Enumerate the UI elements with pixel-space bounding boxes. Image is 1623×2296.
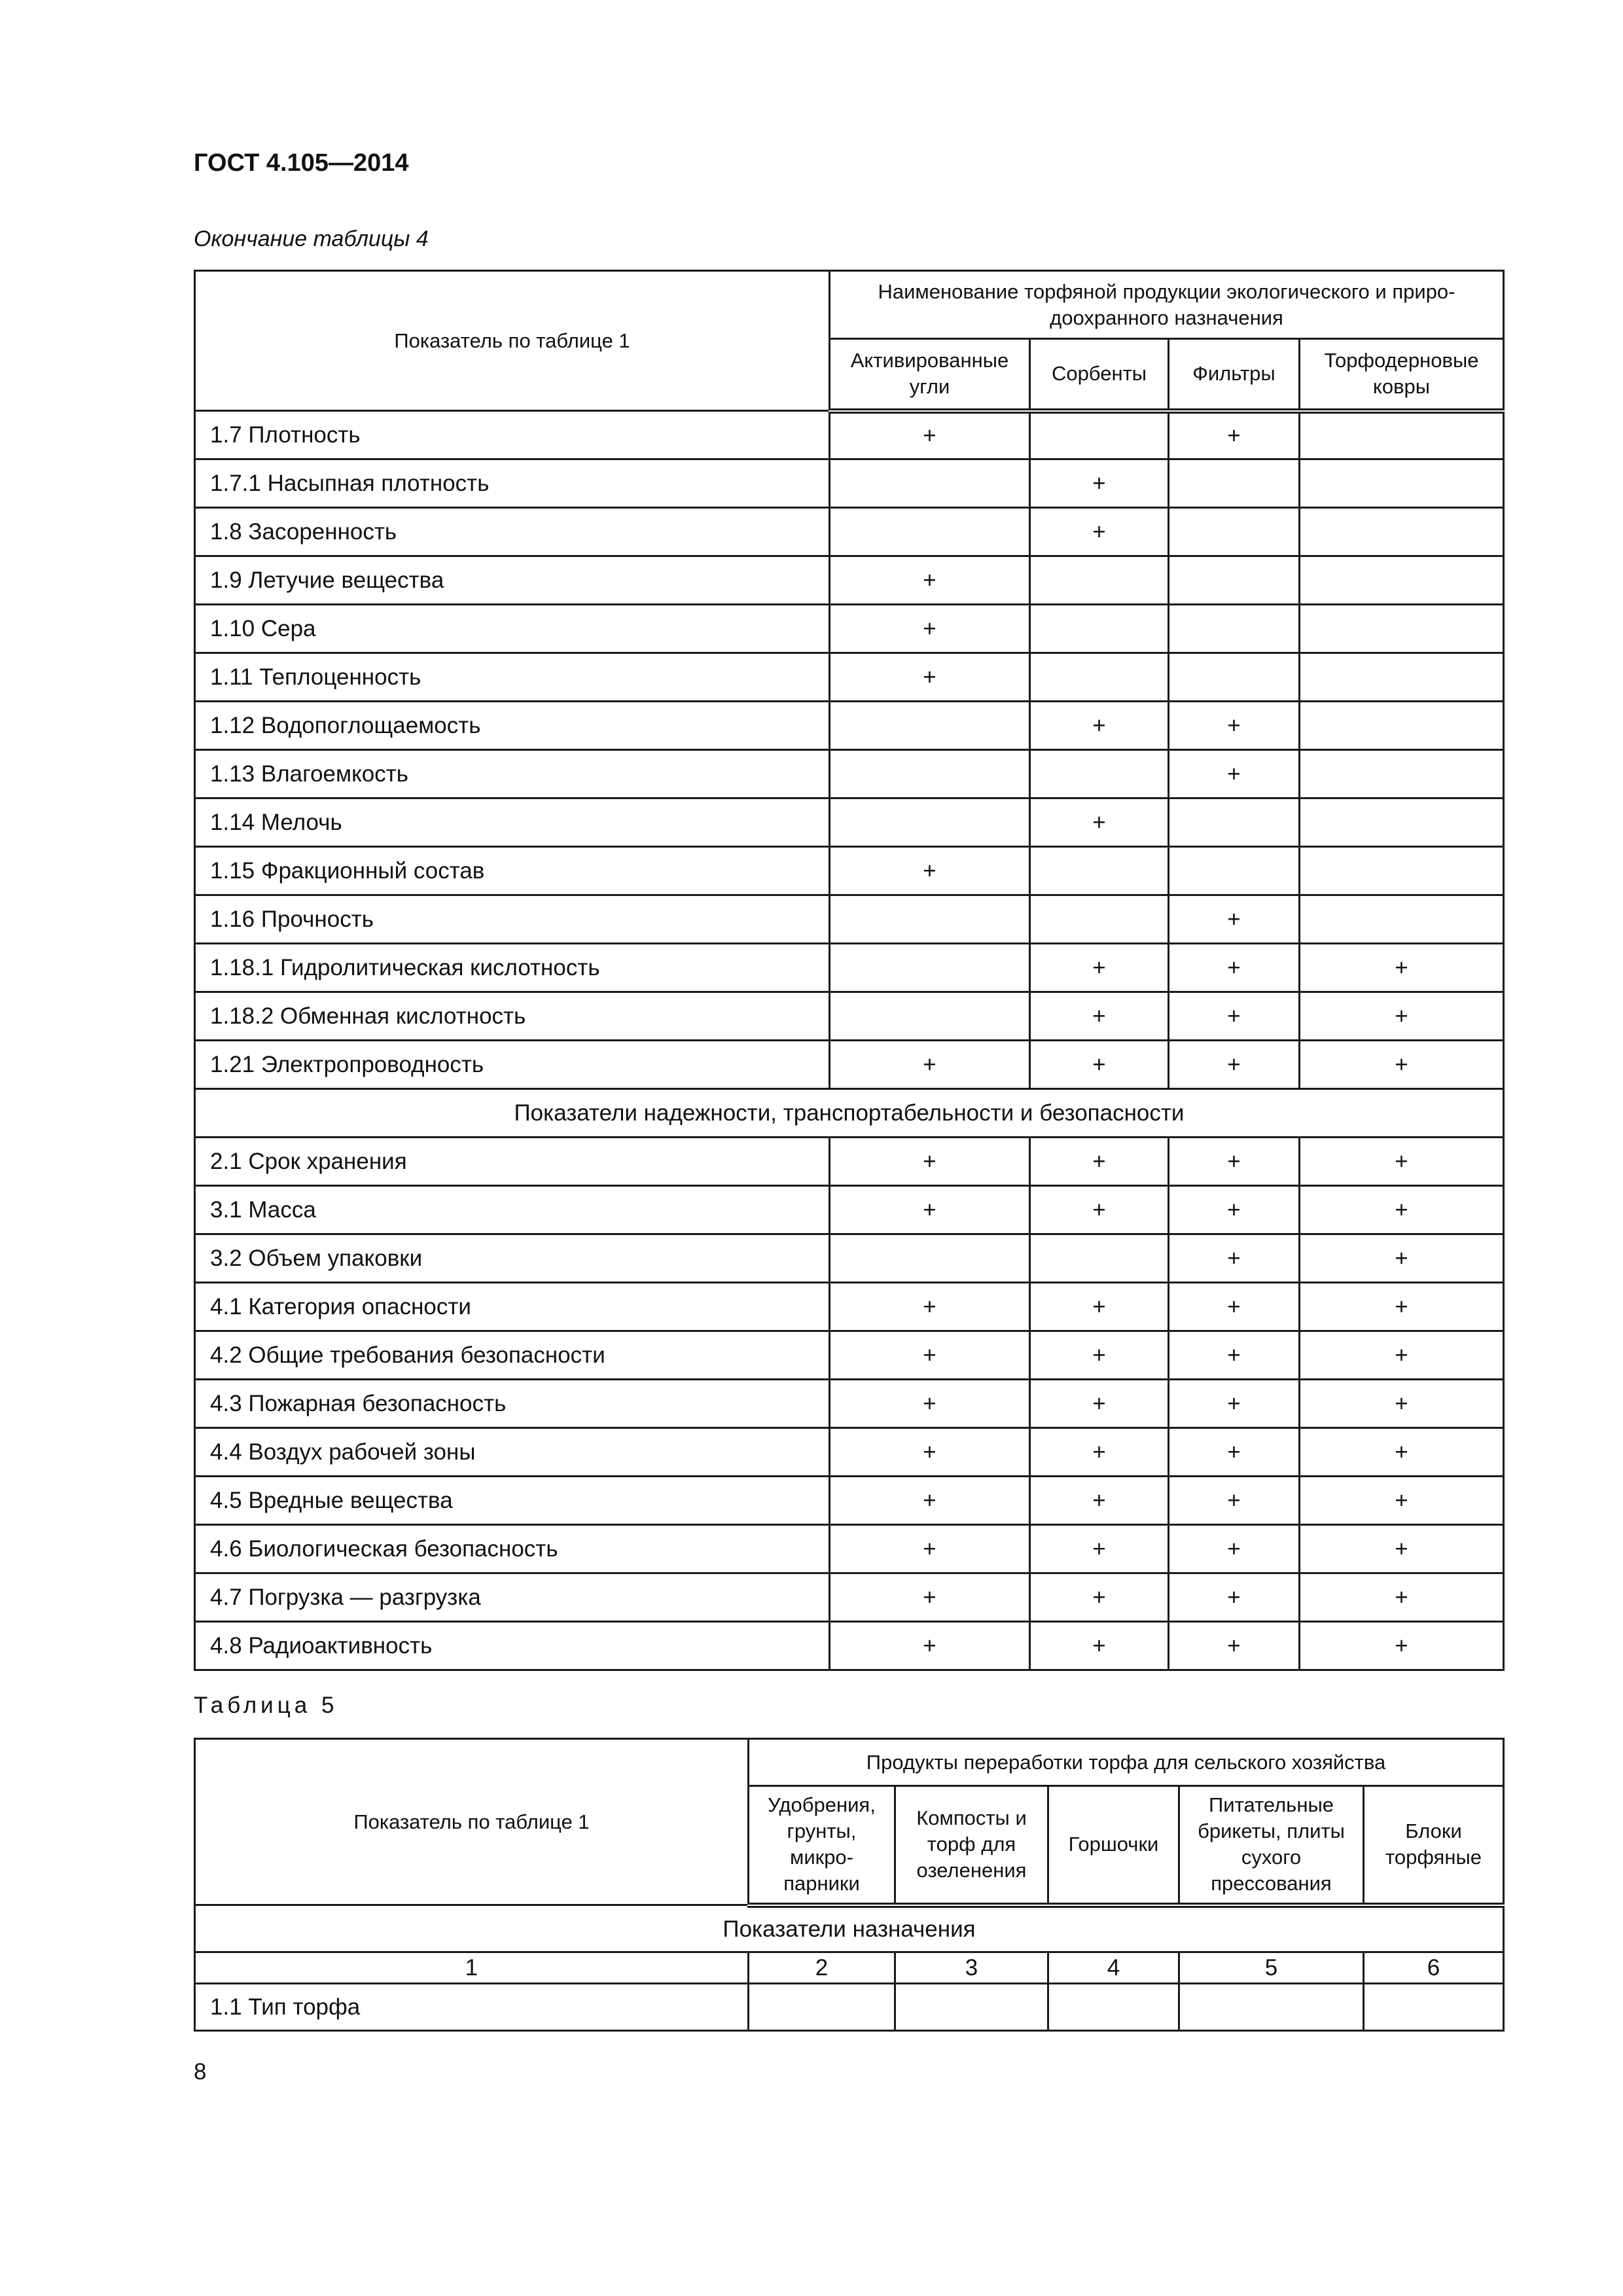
applicability-mark xyxy=(1300,750,1504,798)
applicability-mark: + xyxy=(830,556,1030,605)
applicability-mark: + xyxy=(1300,1331,1504,1380)
applicability-mark xyxy=(1030,653,1169,702)
table5-col-header: Удобрения, грунты, микро-парники xyxy=(749,1786,895,1905)
applicability-mark xyxy=(1030,895,1169,944)
applicability-mark xyxy=(830,798,1030,847)
table-row xyxy=(195,556,1504,605)
applicability-mark: + xyxy=(1169,1380,1300,1428)
applicability-mark: + xyxy=(1030,798,1169,847)
applicability-mark xyxy=(1300,508,1504,556)
applicability-mark: + xyxy=(1300,1622,1504,1670)
applicability-mark: + xyxy=(1030,1477,1169,1525)
applicability-mark xyxy=(830,944,1030,992)
table4-indicator-header: Показатель по таблице 1 xyxy=(195,271,830,411)
applicability-mark xyxy=(1030,605,1169,653)
applicability-mark: + xyxy=(1169,1525,1300,1573)
table-row xyxy=(195,750,1504,798)
applicability-mark: + xyxy=(1300,1186,1504,1234)
applicability-mark: + xyxy=(1300,1573,1504,1622)
row-indicator-name: 1.12 Водопоглощаемость xyxy=(195,702,830,750)
applicability-mark: + xyxy=(1030,944,1169,992)
table4-section-heading: Показатели надежности, транспортабельности и безопасности xyxy=(195,1089,1504,1138)
applicability-mark: + xyxy=(1169,750,1300,798)
applicability-mark: + xyxy=(1169,1138,1300,1186)
applicability-mark xyxy=(1169,605,1300,653)
table5-col-header: Горшочки xyxy=(1048,1786,1179,1905)
applicability-mark: + xyxy=(830,1477,1030,1525)
applicability-mark: + xyxy=(1030,459,1169,508)
applicability-mark xyxy=(1169,847,1300,895)
applicability-mark: + xyxy=(1300,1380,1504,1428)
applicability-mark: + xyxy=(1030,1573,1169,1622)
table-row xyxy=(195,411,1504,459)
applicability-mark xyxy=(1300,459,1504,508)
applicability-mark xyxy=(830,895,1030,944)
row-indicator-name: 1.14 Мелочь xyxy=(195,798,830,847)
row-indicator-name: 4.3 Пожарная безопасность xyxy=(195,1380,830,1428)
page-number: 8 xyxy=(194,2059,207,2085)
row-indicator-name: 1.7 Плотность xyxy=(195,411,830,459)
applicability-mark xyxy=(1300,653,1504,702)
applicability-mark: + xyxy=(1030,508,1169,556)
applicability-mark: + xyxy=(1030,992,1169,1041)
table4-col-header: Торфодерновые ковры xyxy=(1300,339,1504,411)
table4-col-header: Сорбенты xyxy=(1030,339,1169,411)
row-indicator-name: 1.18.2 Обменная кислотность xyxy=(195,992,830,1041)
applicability-mark xyxy=(1300,798,1504,847)
applicability-mark xyxy=(830,992,1030,1041)
applicability-mark: + xyxy=(830,1186,1030,1234)
applicability-mark xyxy=(830,459,1030,508)
applicability-mark: + xyxy=(830,1573,1030,1622)
applicability-mark xyxy=(1169,653,1300,702)
table-row xyxy=(195,1186,1504,1234)
applicability-mark: + xyxy=(1300,1138,1504,1186)
applicability-mark: + xyxy=(1030,1041,1169,1089)
table4-body xyxy=(195,411,1504,1670)
table-row xyxy=(195,895,1504,944)
applicability-mark: + xyxy=(1300,992,1504,1041)
applicability-mark xyxy=(1030,847,1169,895)
row-indicator-name: 1.9 Летучие вещества xyxy=(195,556,830,605)
table-row xyxy=(195,1984,1504,2031)
applicability-mark: + xyxy=(1169,1186,1300,1234)
table5-section-heading: Показатели назначения xyxy=(195,1905,1504,1952)
applicability-mark: + xyxy=(1169,1622,1300,1670)
row-indicator-name: 1.16 Прочность xyxy=(195,895,830,944)
applicability-mark: + xyxy=(1030,1380,1169,1428)
table5-col-header: Питательные брикеты, плиты сухого прессования xyxy=(1179,1786,1364,1905)
applicability-mark: + xyxy=(1169,944,1300,992)
applicability-mark: + xyxy=(1169,1573,1300,1622)
document-code: ГОСТ 4.105—2014 xyxy=(194,149,409,177)
applicability-mark: + xyxy=(1300,1525,1504,1573)
table4-group-header: Наименование торфяной продукции экологического и приро-доохранного назначения xyxy=(830,271,1504,339)
applicability-mark xyxy=(1030,556,1169,605)
applicability-mark: + xyxy=(830,1525,1030,1573)
table-row xyxy=(195,798,1504,847)
row-indicator-name: 3.2 Объем упаковки xyxy=(195,1234,830,1283)
applicability-mark: + xyxy=(1169,411,1300,459)
table5-col-header: Компосты и торф для озеленения xyxy=(895,1786,1048,1905)
applicability-mark xyxy=(1169,459,1300,508)
applicability-mark: + xyxy=(1169,702,1300,750)
applicability-mark xyxy=(1300,605,1504,653)
table-section-row xyxy=(195,1089,1504,1138)
table5-col-header: Блоки торфяные xyxy=(1364,1786,1504,1905)
table-row xyxy=(195,1380,1504,1428)
row-indicator-name: 1.8 Засоренность xyxy=(195,508,830,556)
applicability-mark: + xyxy=(1300,1428,1504,1477)
table5-indicator-header: Показатель по таблице 1 xyxy=(195,1739,749,1905)
table-row xyxy=(195,1331,1504,1380)
table5-body xyxy=(195,1984,1504,2031)
row-indicator-name: 3.1 Масса xyxy=(195,1186,830,1234)
applicability-mark: + xyxy=(1300,1041,1504,1089)
row-indicator-name: 1.11 Теплоценность xyxy=(195,653,830,702)
applicability-mark xyxy=(1300,556,1504,605)
applicability-mark: + xyxy=(830,847,1030,895)
row-indicator-name: 1.7.1 Насыпная плотность xyxy=(195,459,830,508)
row-indicator-name: 4.7 Погрузка — разгрузка xyxy=(195,1573,830,1622)
table4-col-header: Фильтры xyxy=(1169,339,1300,411)
table-row xyxy=(195,1428,1504,1477)
applicability-mark xyxy=(1300,847,1504,895)
table-row xyxy=(195,944,1504,992)
table5-title: Таблица 5 xyxy=(194,1693,338,1718)
applicability-mark xyxy=(1300,895,1504,944)
applicability-mark: + xyxy=(1169,1234,1300,1283)
row-indicator-name: 4.1 Категория опасности xyxy=(195,1283,830,1331)
applicability-mark: + xyxy=(1030,1622,1169,1670)
applicability-mark xyxy=(1169,556,1300,605)
applicability-mark xyxy=(1048,1984,1179,2031)
table5-group-header: Продукты переработки торфа для сельского хозяйства xyxy=(749,1739,1504,1786)
row-indicator-name: 1.18.1 Гидролитическая кислотность xyxy=(195,944,830,992)
table4 xyxy=(194,270,1505,1671)
applicability-mark xyxy=(830,508,1030,556)
row-indicator-name: 2.1 Срок хранения xyxy=(195,1138,830,1186)
applicability-mark: + xyxy=(830,411,1030,459)
applicability-mark: + xyxy=(830,1622,1030,1670)
row-indicator-name: 4.5 Вредные вещества xyxy=(195,1477,830,1525)
applicability-mark: + xyxy=(830,1331,1030,1380)
table-row xyxy=(195,1041,1504,1089)
applicability-mark: + xyxy=(830,1283,1030,1331)
table-row xyxy=(195,1622,1504,1670)
table-row xyxy=(195,1525,1504,1573)
row-indicator-name: 1.13 Влагоемкость xyxy=(195,750,830,798)
applicability-mark: + xyxy=(1169,1041,1300,1089)
applicability-mark xyxy=(1030,411,1169,459)
applicability-mark: + xyxy=(1030,702,1169,750)
row-indicator-name: 4.4 Воздух рабочей зоны xyxy=(195,1428,830,1477)
table-row xyxy=(195,1573,1504,1622)
table-row xyxy=(195,459,1504,508)
table5-column-number: 6 xyxy=(1364,1952,1504,1984)
applicability-mark xyxy=(1169,798,1300,847)
applicability-mark xyxy=(830,702,1030,750)
table5-column-number: 1 xyxy=(195,1952,749,1984)
applicability-mark: + xyxy=(1300,1234,1504,1283)
applicability-mark: + xyxy=(1300,944,1504,992)
table5-column-number: 5 xyxy=(1179,1952,1364,1984)
table-row xyxy=(195,702,1504,750)
row-indicator-name: 1.10 Сера xyxy=(195,605,830,653)
table4-continuation-label: Окончание таблицы 4 xyxy=(194,226,429,251)
applicability-mark: + xyxy=(830,653,1030,702)
table-row xyxy=(195,847,1504,895)
table-row xyxy=(195,992,1504,1041)
table5-column-number: 3 xyxy=(895,1952,1048,1984)
applicability-mark: + xyxy=(1169,895,1300,944)
applicability-mark: + xyxy=(1030,1138,1169,1186)
table5-column-number: 4 xyxy=(1048,1952,1179,1984)
applicability-mark: + xyxy=(1030,1186,1169,1234)
applicability-mark xyxy=(1030,750,1169,798)
applicability-mark: + xyxy=(1030,1428,1169,1477)
row-indicator-name: 1.15 Фракционный состав xyxy=(195,847,830,895)
applicability-mark: + xyxy=(830,1428,1030,1477)
applicability-mark: + xyxy=(830,1380,1030,1428)
applicability-mark: + xyxy=(1169,1428,1300,1477)
table-row xyxy=(195,1477,1504,1525)
table4-col-header: Активированные угли xyxy=(830,339,1030,411)
applicability-mark xyxy=(1364,1984,1504,2031)
applicability-mark: + xyxy=(1169,1331,1300,1380)
row-indicator-name: 1.1 Тип торфа xyxy=(195,1984,749,2031)
applicability-mark: + xyxy=(1030,1331,1169,1380)
row-indicator-name: 4.2 Общие требования безопасности xyxy=(195,1331,830,1380)
applicability-mark xyxy=(830,750,1030,798)
table-row xyxy=(195,653,1504,702)
row-indicator-name: 4.8 Радиоактивность xyxy=(195,1622,830,1670)
applicability-mark xyxy=(1300,702,1504,750)
applicability-mark: + xyxy=(1169,1283,1300,1331)
applicability-mark xyxy=(1169,508,1300,556)
table5-column-number: 2 xyxy=(749,1952,895,1984)
applicability-mark: + xyxy=(830,605,1030,653)
applicability-mark: + xyxy=(1300,1477,1504,1525)
applicability-mark: + xyxy=(1169,1477,1300,1525)
table-row xyxy=(195,605,1504,653)
table-row xyxy=(195,1283,1504,1331)
applicability-mark xyxy=(830,1234,1030,1283)
applicability-mark: + xyxy=(830,1138,1030,1186)
applicability-mark: + xyxy=(1030,1283,1169,1331)
applicability-mark: + xyxy=(1169,992,1300,1041)
applicability-mark: + xyxy=(1300,1283,1504,1331)
applicability-mark: + xyxy=(830,1041,1030,1089)
applicability-mark xyxy=(1030,1234,1169,1283)
table-row xyxy=(195,1138,1504,1186)
applicability-mark xyxy=(895,1984,1048,2031)
applicability-mark xyxy=(1179,1984,1364,2031)
table5 xyxy=(194,1738,1505,2032)
row-indicator-name: 4.6 Биологическая безопасность xyxy=(195,1525,830,1573)
table-row xyxy=(195,1234,1504,1283)
row-indicator-name: 1.21 Электропроводность xyxy=(195,1041,830,1089)
applicability-mark: + xyxy=(1030,1525,1169,1573)
table-row xyxy=(195,508,1504,556)
applicability-mark xyxy=(1300,411,1504,459)
applicability-mark xyxy=(749,1984,895,2031)
